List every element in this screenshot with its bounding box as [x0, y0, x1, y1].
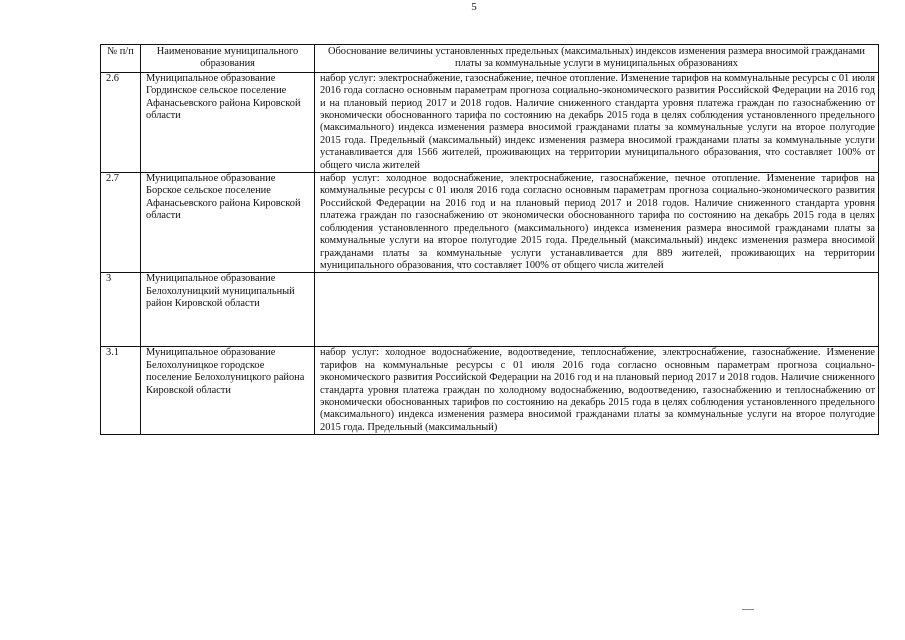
table-row: [101, 173, 879, 273]
table-row: [101, 273, 879, 347]
justification-text: набор услуг: электроснабжение, газоснабжение, печное отопление. Изменение тарифов на коммунальные ресурсы с 01 июля 2016 года согласно основным параметрам прогноза социально-экономического развития Российской Федерации на 2016 год и на плановый период 2017 и 2018 годов. Наличие сниженного стандарта уровня платежа граждан по газоснабжению от экономически обоснованного тарифа по состоянию на декабрь 2015 года в целях соблюдения установленного предельного (максимального) индекса изменения размера вносимой гражданами платы за коммунальные услуги на второе полугодие 2015 года. Предельный (максимальный) индекс изменения размера вносимой гражданами платы за коммунальные услуги устанавливается для 1566 жителей, проживающих на территории муниципального образования, что составляет 100% от общего числа жителей: [315, 72, 879, 172]
page-number: 5: [471, 1, 477, 13]
header-justification: Обоснование величины установленных предельных (максимальных) индексов изменения размера вносимой гражданами платы за коммунальные услуги в муниципальных образованиях: [315, 45, 879, 73]
justification-text: набор услуг: холодное водоснабжение, электроснабжение, газоснабжение, печное отопление. Изменение тарифов на коммунальные ресурсы с 01 июля 2016 года согласно основным параметрам прогноза социально-экономического развития Российской Федерации на 2016 год и на плановый период 2017 и 2018 годов. Наличие сниженного стандарта уровня платежа граждан по газоснабжению от экономически обоснованного тарифа по состоянию на декабрь 2015 года в целях соблюдения установленного предельного (максимального) индекса изменения размера вносимой гражданами платы за коммунальные услуги на второе полугодие 2015 года. Предельный (максимальный) индекс изменения размера вносимой гражданами платы за коммунальные услуги устанавливается для 889 жителей, проживающих на территории муниципального образования, что составляет 100% от общего числа жителей: [315, 173, 879, 273]
row-number: 2.7: [101, 173, 141, 273]
scan-mark: [742, 609, 754, 610]
tariff-index-table: [100, 44, 879, 435]
municipality-name: Муниципальное образование Белохолуницкий муниципальный район Кировской области: [141, 273, 315, 347]
row-number: 3.1: [101, 347, 141, 435]
justification-text: набор услуг: холодное водоснабжение, водоотведение, теплоснабжение, электроснабжение, газоснабжение. Изменение тарифов на коммунальные ресурсы с 01 июля 2016 года согласно основным параметрам прогноза социально-экономического развития Российской Федерации на 2016 год и на плановый период 2017 и 2018 годов. Наличие сниженного стандарта уровня платежа граждан по холодному водоснабжению, водоотведению, газоснабжению и теплоснабжению от экономически обоснованных тарифов по состоянию на декабрь 2015 года в целях соблюдения установленного предельного (максимального) индекса изменения размера вносимой гражданами платы за коммунальные услуги на второе полугодие 2015 года. Предельный (максимальный): [315, 347, 879, 435]
header-municipality-name: Наименование муниципального образования: [141, 45, 315, 73]
municipality-name: Муниципальное образование Гординское сельское поселение Афанасьевского района Кировской области: [141, 72, 315, 172]
row-number: 2.6: [101, 72, 141, 172]
page-bottom-margin: [0, 592, 905, 640]
municipality-name: Муниципальное образование Белохолуницкое городское поселение Белохолуницкого района Кировской области: [141, 347, 315, 435]
table-row: [101, 347, 879, 435]
municipality-name: Муниципальное образование Борское сельское поселение Афанасьевского района Кировской области: [141, 173, 315, 273]
table-header-row: [101, 45, 879, 73]
header-number: № п/п: [101, 45, 141, 73]
justification-text: [315, 273, 879, 347]
row-number: 3: [101, 273, 141, 347]
table-row: [101, 72, 879, 172]
